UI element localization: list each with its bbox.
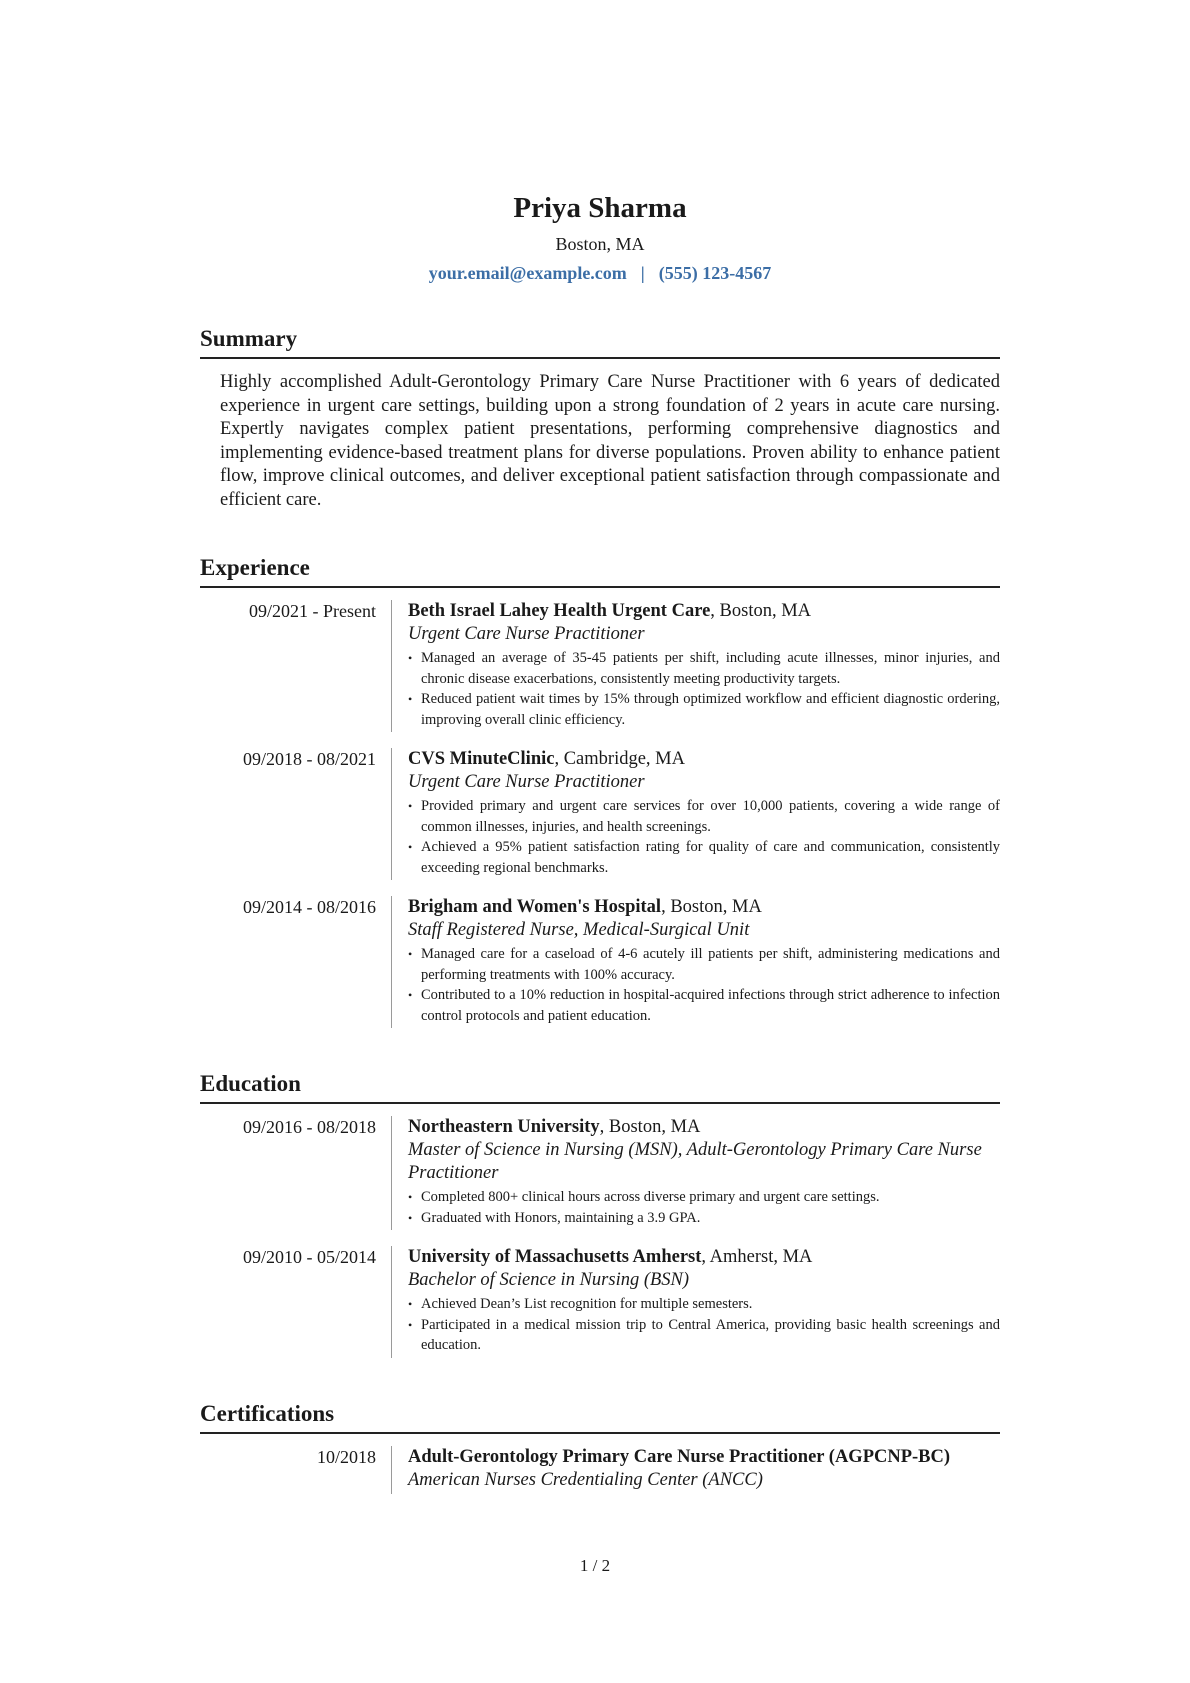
bullet-item: • Achieved a 95% patient satisfaction rating for quality of care and communication, consistently exceeding regional benchmarks. <box>408 837 1000 878</box>
entry-date: 09/2021 - Present <box>249 601 376 621</box>
entry-bullets <box>408 1187 1000 1228</box>
bullet-item: • Reduced patient wait times by 15% through optimized workflow and efficient diagnostic ordering, improving overall clinic efficiency. <box>408 689 1000 730</box>
candidate-name: Priya Sharma <box>513 192 687 224</box>
experience-entry <box>200 600 1000 732</box>
certification-name: Adult-Gerontology Primary Care Nurse Practitioner (AGPCNP-BC) <box>408 1446 951 1467</box>
contact-separator: | <box>640 263 645 283</box>
experience-entries <box>200 600 1000 1028</box>
school-name: Northeastern University <box>408 1117 600 1137</box>
section-title-summary: Summary <box>200 325 1000 359</box>
employer-location: , Boston, MA <box>661 897 762 917</box>
employer-name: CVS MinuteClinic <box>408 749 555 769</box>
resume-header <box>200 190 1000 285</box>
school-location: , Boston, MA <box>599 1117 701 1137</box>
summary-section <box>200 325 1000 512</box>
entry-body <box>391 896 1000 1028</box>
employer-location: , Cambridge, MA <box>554 749 685 769</box>
employer-name: Beth Israel Lahey Health Urgent Care <box>408 601 711 621</box>
entry-bullets <box>408 648 1000 730</box>
bullet-item: • Graduated with Honors, maintaining a 3.9 GPA. <box>408 1208 1000 1229</box>
entry-date: 09/2018 - 08/2021 <box>243 749 376 769</box>
education-section <box>200 1070 1000 1358</box>
entry-body <box>391 748 1000 880</box>
entry-org-line <box>408 1246 1000 1269</box>
bullet-item: • Contributed to a 10% reduction in hospital-acquired infections through strict adherence to infection control protocols and patient education. <box>408 985 1000 1026</box>
bullet-item: • Managed care for a caseload of 4-6 acutely ill patients per shift, administering medications and performing treatments with 100% accuracy. <box>408 944 1000 985</box>
candidate-location: Boston, MA <box>555 234 645 254</box>
entry-body <box>391 600 1000 732</box>
entry-date: 09/2014 - 08/2016 <box>243 897 376 917</box>
section-title-certifications: Certifications <box>200 1400 1000 1434</box>
education-entry <box>200 1116 1000 1230</box>
bullet-item: • Completed 800+ clinical hours across diverse primary and urgent care settings. <box>408 1187 1000 1208</box>
job-title: Staff Registered Nurse, Medical-Surgical Unit <box>408 920 750 940</box>
employer-location: , Boston, MA <box>710 601 812 621</box>
entry-date: 09/2016 - 08/2018 <box>243 1117 376 1137</box>
entry-org-line <box>408 600 1000 623</box>
entry-body <box>391 1446 1000 1494</box>
resume-page <box>200 190 1000 1494</box>
contact-line <box>200 261 1000 285</box>
page-number: 1 / 2 <box>579 1556 611 1575</box>
bullet-item: • Managed an average of 35-45 patients per shift, including acute illnesses, minor injuries, and chronic disease exacerbations, consistently meeting productivity targets. <box>408 648 1000 689</box>
education-entry <box>200 1246 1000 1358</box>
education-entries <box>200 1116 1000 1358</box>
entry-org-line <box>408 1116 1000 1139</box>
experience-section <box>200 554 1000 1028</box>
entry-org-line <box>408 896 1000 919</box>
phone-link[interactable]: (555) 123-4567 <box>658 263 772 283</box>
job-title: Urgent Care Nurse Practitioner <box>408 772 645 792</box>
entry-date: 10/2018 <box>316 1446 376 1467</box>
certification-entries <box>200 1446 1000 1494</box>
school-location: , Amherst, MA <box>701 1247 813 1267</box>
entry-bullets <box>408 796 1000 878</box>
job-title: Urgent Care Nurse Practitioner <box>408 624 645 644</box>
summary-text: Highly accomplished Adult-Gerontology Primary Care Nurse Practitioner with 6 years of dedicated experience in urgent care settings, building upon a strong foundation of 2 years in acute care nursing. Expertly navigates complex patient presentations, performing comprehensive diagnostics and implementing evidence-based treatment plans for diverse populations. Proven ability to enhance patient flow, improve clinical outcomes, and deliver exceptional patient satisfaction through compassionate and efficient care. <box>220 372 1000 510</box>
bullet-item: • Participated in a medical mission trip to Central America, providing basic health screenings and education. <box>408 1315 1000 1356</box>
section-title-education: Education <box>200 1070 1000 1104</box>
experience-entry <box>200 896 1000 1028</box>
entry-bullets <box>408 1294 1000 1356</box>
section-title-experience: Experience <box>200 554 1000 588</box>
entry-org-line <box>408 748 1000 771</box>
email-link[interactable]: your.email@example.com <box>428 263 627 283</box>
experience-entry <box>200 748 1000 880</box>
employer-name: Brigham and Women's Hospital <box>408 897 662 917</box>
bullet-item: • Achieved Dean’s List recognition for multiple semesters. <box>408 1294 1000 1315</box>
certification-issuer: American Nurses Credentialing Center (ANCC) <box>408 1469 763 1490</box>
certification-entry <box>200 1446 1000 1494</box>
certifications-section <box>200 1400 1000 1494</box>
entry-date: 09/2010 - 05/2014 <box>243 1247 376 1267</box>
entry-body <box>391 1116 1000 1230</box>
entry-body <box>391 1246 1000 1358</box>
degree-title: Bachelor of Science in Nursing (BSN) <box>408 1270 690 1290</box>
degree-title: Master of Science in Nursing (MSN), Adult-Gerontology Primary Care Nurse Practitioner <box>408 1140 982 1183</box>
school-name: University of Massachusetts Amherst <box>408 1247 702 1267</box>
bullet-item: • Provided primary and urgent care services for over 10,000 patients, covering a wide range of common illnesses, injuries, and health screenings. <box>408 796 1000 837</box>
entry-bullets <box>408 944 1000 1026</box>
